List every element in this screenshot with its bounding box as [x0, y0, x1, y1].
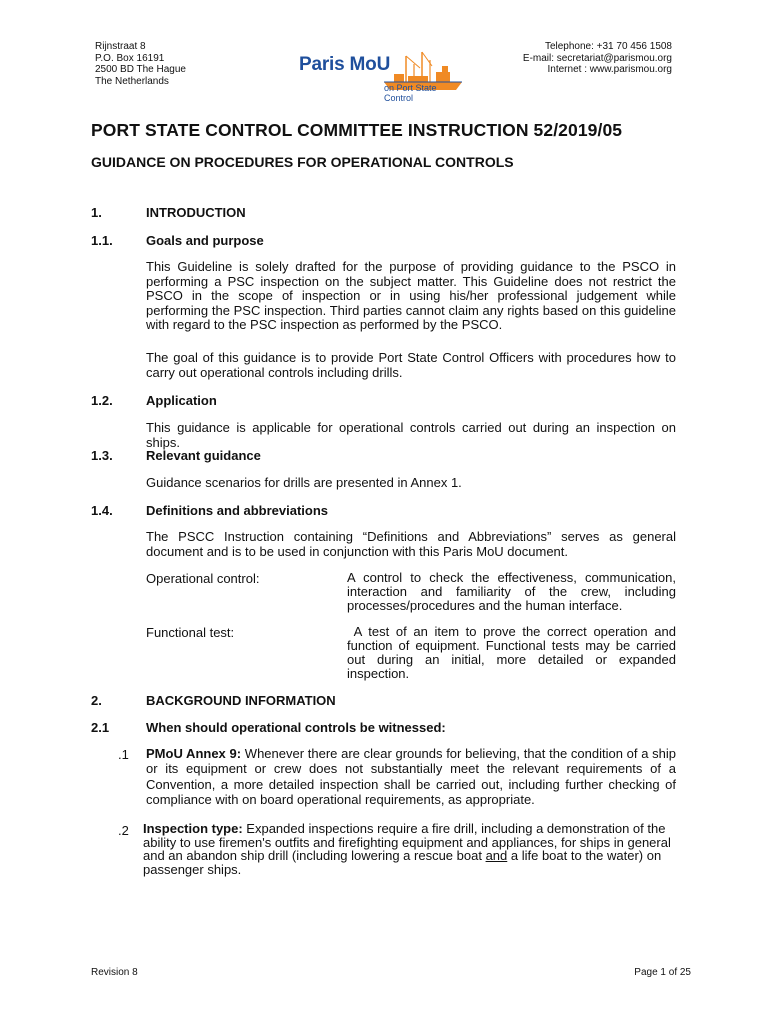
- item-number: .2: [118, 823, 129, 838]
- item-number: .1: [118, 747, 129, 762]
- logo-text: Paris MoU: [299, 54, 391, 75]
- paragraph-text: This Guideline is solely drafted for the purpose of providing guidance to the PSCO in performing a PSC inspection on the subject matter. This Guideline does not restrict the PSCO in the scope of inspection or in using his/her professional judgement while performing the PSC inspection. Third parties cannot claim any rights based on this guideline with regard to the PSC inspection as performed by the PSCO.: [146, 259, 676, 333]
- paragraph-text: This guidance is applicable for operational controls carried out during an inspection on ships.: [146, 420, 676, 450]
- document-title: PORT STATE CONTROL COMMITTEE INSTRUCTION 52/2019/05: [91, 120, 623, 140]
- item-text: a life boat to the water) on passenger ships.: [143, 848, 662, 877]
- subsection-heading: Relevant guidance: [146, 448, 261, 463]
- address-line: Rijnstraat 8: [95, 41, 146, 52]
- definition-term: Operational control:: [146, 571, 260, 586]
- footer-page-number: Page 1 of 25: [634, 967, 691, 978]
- contact-line: Telephone: +31 70 456 1508: [544, 41, 672, 52]
- subsection-heading: Definitions and abbreviations: [146, 503, 329, 518]
- address-block: [95, 41, 186, 87]
- paragraph: [146, 476, 676, 491]
- item-text: Whenever there are clear grounds for believing, that the condition of a ship or its equipment or crew does not substantially meet the relevant requirements of a Convention, a more detailed inspection shall be carried out, including further checking of compliance with on board operational requirements, as appropriate.: [146, 746, 677, 808]
- list-item: [146, 746, 676, 808]
- list-item: [143, 822, 678, 876]
- logo-subtext: on Port State Control: [384, 83, 437, 103]
- document-subtitle: GUIDANCE ON PROCEDURES FOR OPERATIONAL CONTROLS: [91, 154, 514, 170]
- paragraph-text: Guidance scenarios for drills are presented in Annex 1.: [146, 475, 462, 490]
- section-number: 2.: [91, 693, 102, 708]
- item-lead: PMoU Annex 9:: [146, 746, 242, 761]
- definition-text: A control to check the effectiveness, communication, interaction and familiarity of the crew, including processes/procedures and the human interface.: [347, 570, 676, 613]
- subsection-number: 1.1.: [91, 233, 113, 248]
- paragraph: [146, 351, 676, 380]
- definition-text: A test of an item to prove the correct operation and function of equipment. Functional tests may be carried out during an initial, more detailed or expanded inspection.: [347, 624, 680, 681]
- paragraph: [146, 530, 676, 559]
- paragraph-text: The goal of this guidance is to provide Port State Control Officers with procedures how to carry out operational controls including drills.: [146, 350, 676, 380]
- contact-line: Internet : www.parismou.org: [547, 64, 672, 75]
- subsection-heading: When should operational controls be witnessed:: [146, 720, 446, 735]
- paragraph: [146, 421, 676, 450]
- subsection-number: 1.3.: [91, 448, 113, 463]
- subsection-number: 1.2.: [91, 393, 113, 408]
- subsection-number: 1.4.: [91, 503, 113, 518]
- item-text: Expanded inspections require a fire drill, including a demonstration of the ability to use firemen's outfits and firefighting equipment and appliances, for ships in general and an abandon ship drill (including lowering a rescue boat: [143, 821, 671, 864]
- item-lead: Inspection type:: [143, 821, 243, 836]
- footer-revision: Revision 8: [91, 967, 138, 978]
- address-line: P.O. Box 16191: [95, 52, 165, 64]
- item-underlined-text: and: [485, 848, 508, 864]
- address-line: 2500 BD The Hague: [95, 64, 186, 75]
- contact-line: E-mail: secretariat@parismou.org: [522, 52, 672, 64]
- address-line: The Netherlands: [95, 75, 169, 87]
- subsection-number: 2.1: [91, 720, 110, 735]
- paragraph-text: The PSCC Instruction containing “Definitions and Abbreviations” serves as general document and is to be used in conjunction with this Paris MoU document.: [146, 529, 676, 559]
- section-heading: BACKGROUND INFORMATION: [146, 693, 336, 708]
- definition-term: Functional test:: [146, 625, 235, 640]
- section-heading: INTRODUCTION: [146, 205, 246, 220]
- contact-block: [523, 41, 672, 76]
- paragraph: [146, 260, 676, 333]
- paris-mou-logo: [296, 46, 466, 103]
- subsection-heading: Goals and purpose: [146, 233, 264, 248]
- subsection-heading: Application: [146, 393, 217, 408]
- section-number: 1.: [91, 205, 102, 220]
